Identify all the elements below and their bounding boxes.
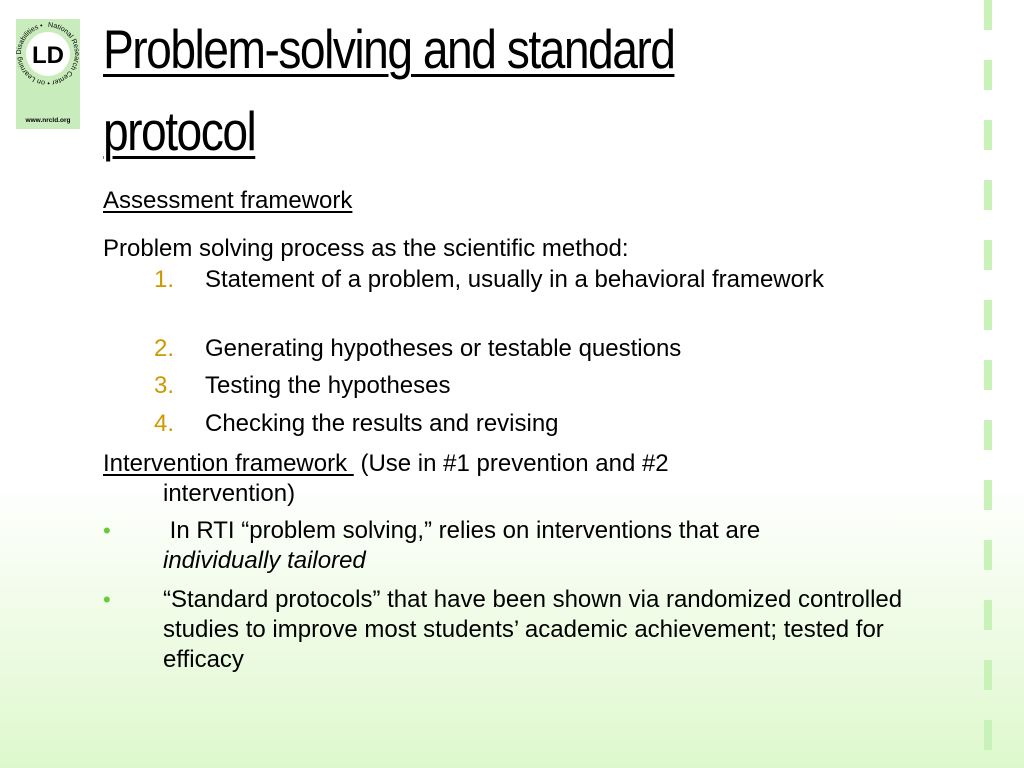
decorative-dash-column (984, 0, 994, 768)
decorative-dash (984, 720, 992, 750)
intervention-framework-label: Intervention framework (103, 450, 354, 477)
list-item-text: Testing the hypotheses (205, 372, 451, 399)
decorative-dash (984, 180, 992, 210)
bullet-item-text: In RTI “problem solving,” relies on interventions that are (163, 517, 761, 544)
list-item-number: 2. (154, 335, 175, 362)
logo-ring-text: National Research Center • on Learning Disabilities • (16, 21, 80, 87)
intervention-framework-note-continued: intervention) (163, 480, 296, 507)
bullet-icon: • (103, 518, 111, 543)
decorative-dash (984, 120, 992, 150)
bullet-item (163, 516, 923, 576)
list-item-number: 3. (154, 372, 175, 399)
bullet-icon: • (103, 587, 111, 612)
decorative-dash (984, 360, 992, 390)
nrcld-logo (16, 19, 80, 129)
bullet-item (163, 585, 923, 675)
list-item-text: Checking the results and revising (205, 410, 559, 437)
list-item-number: 4. (154, 410, 175, 437)
intervention-framework-note: (Use in #1 prevention and #2 (353, 450, 669, 477)
bullet-item-emphasis: individually tailored (163, 547, 366, 574)
decorative-dash (984, 420, 992, 450)
decorative-dash (984, 540, 992, 570)
logo-monogram: LD (32, 42, 64, 69)
decorative-dash (984, 600, 992, 630)
bullet-item-text: “Standard protocols” that have been shown via randomized controlled studies to improve most students’ academic achievement; tested for efficacy (163, 586, 903, 673)
decorative-dash (984, 660, 992, 690)
intro-text: Problem solving process as the scientific method: (103, 235, 629, 262)
intervention-framework-paragraph (103, 449, 823, 509)
decorative-dash (984, 60, 992, 90)
list-item-number: 1. (154, 266, 175, 293)
nrcld-logo-graphic (16, 19, 80, 129)
assessment-framework-heading (103, 186, 352, 216)
decorative-dash (984, 300, 992, 330)
slide-title: Problem-solving and standard protocol (103, 18, 675, 162)
decorative-dash (984, 0, 992, 30)
list-item-text: Generating hypotheses or testable questions (205, 335, 682, 362)
list-item-text: Statement of a problem, usually in a behavioral framework (205, 266, 824, 293)
logo-url: www.nrcld.org (25, 117, 71, 124)
decorative-dash (984, 240, 992, 270)
assessment-framework-label: Assessment framework (103, 187, 353, 214)
decorative-dash (984, 480, 992, 510)
